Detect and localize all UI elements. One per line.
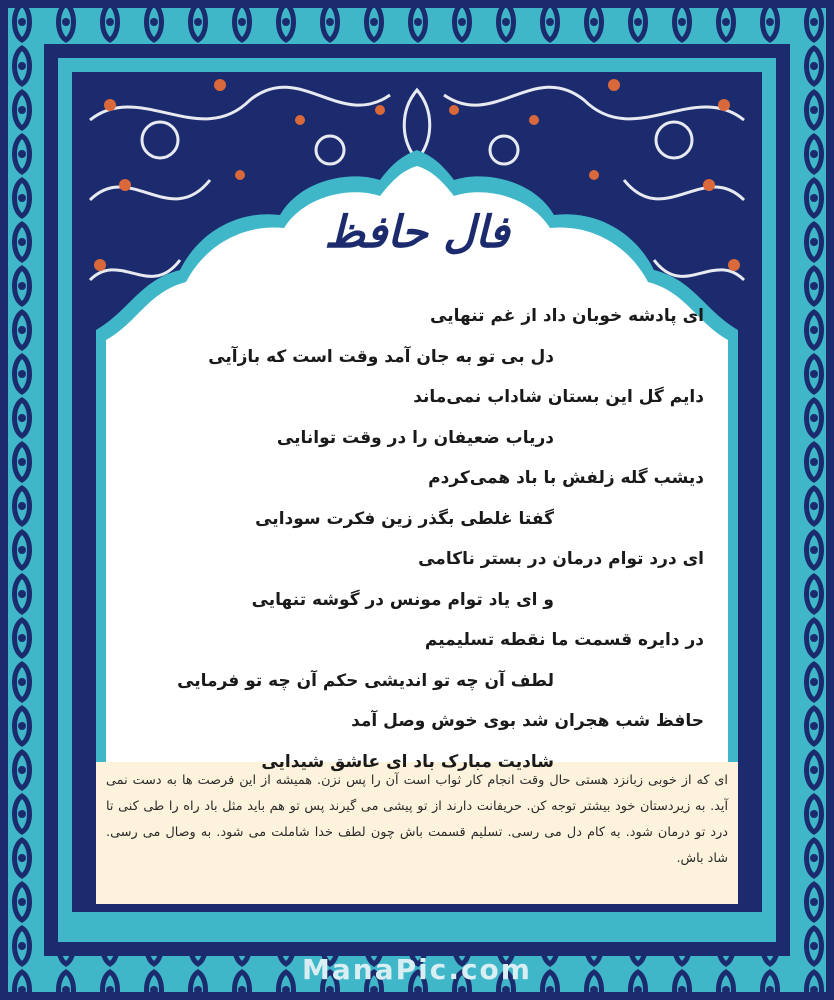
watermark: ManaPic.com [302,953,532,986]
page-title: فال حافظ [324,207,510,258]
poem-line: شادیت مبارک باد ای عاشق شیدایی [261,751,554,772]
poem-line: دیشب گله زلفش با باد همی‌کردم [428,468,704,488]
poem-line: و ای یاد توام مونس در گوشه تنهایی [251,589,554,610]
poem-line: دریاب ضعیفان را در وقت توانایی [276,427,554,448]
poem-line: حافظ شب هجران شد بوی خوش وصل آمد [351,711,704,731]
poem-line: لطف آن چه تو اندیشی حکم آن چه تو فرمایی [177,670,554,691]
poem-line: دل بی تو به جان آمد وقت است که بازآیی [208,346,554,367]
interpretation-text: ای که از خوبی زبانزد هستی حال وقت انجام کار ثواب است آن را پس نزن. همیشه از این فرصت ها به دست نمی آید. به زیردستان خود بیشتر توجه کن. حریفانت دارند از تو پیشی می گیرند پس تو هم باید مثل باد راه را طی کنی تا درد تو درمان شود. به کام دل می رسی. تسلیم قسمت باش چون لطف خدا شاملت می شود. به وصال می رسی. شاد باش. [106,773,728,866]
poem-line: ای پادشه خوبان داد از غم تنهایی [430,306,704,326]
poem-line: گفتا غلطی بگذر زین فکرت سودایی [255,508,554,529]
poem-line: دایم گل این بستان شاداب نمی‌ماند [413,387,704,407]
poem-line: در دایره قسمت ما نقطه تسلیمیم [424,630,704,650]
poem-line: ای درد توام درمان در بستر ناکامی [418,549,704,569]
poem [130,296,704,782]
